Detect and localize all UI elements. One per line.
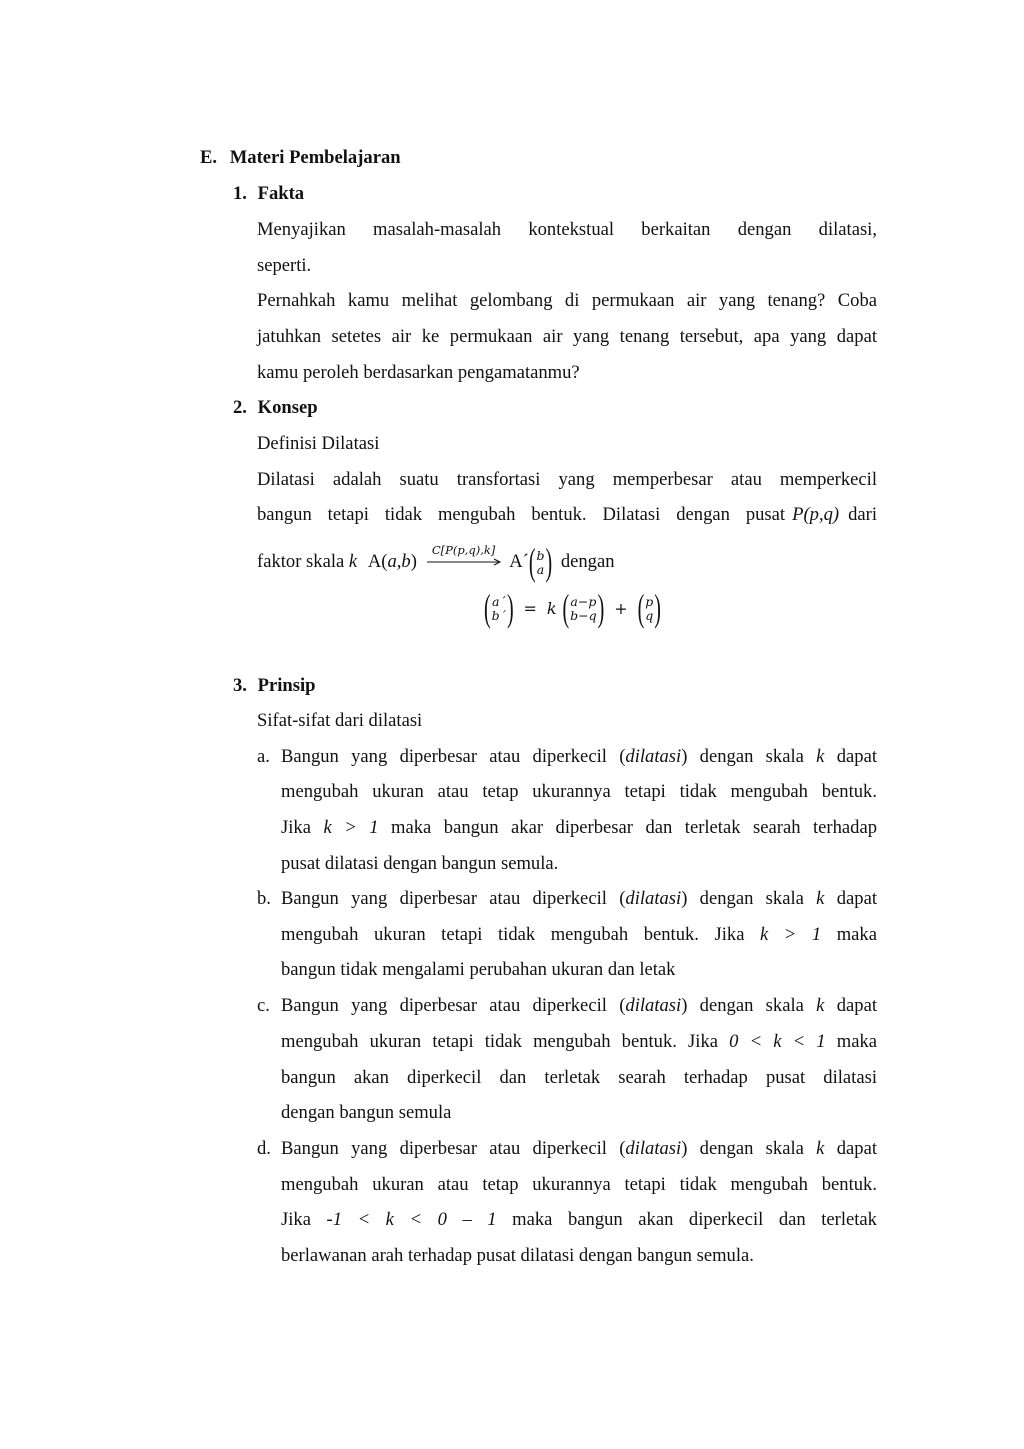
subsection-konsep-heading (233, 390, 318, 426)
point-a: A(a,b) (367, 551, 417, 572)
list-item-line: dengan bangun semula (281, 1102, 452, 1123)
list-item-label: a. (257, 746, 270, 767)
section-title: Materi Pembelajaran (229, 147, 401, 168)
fakta-text-line: seperti. (257, 255, 312, 276)
transformation-line: faktor skala k A(a,b) C[P(p,q),k] A´ ( b a ) dengan (257, 541, 615, 584)
list-item-line: mengubah ukuran tetapi tidak mengubah bentuk. Jika k > 1 maka (281, 924, 877, 945)
equation-rhs-vector: ( p q ) (637, 588, 661, 630)
point-image: A´ (509, 551, 529, 572)
arrow-label: C[P(p,q),k] (431, 542, 496, 557)
section-letter: E. (200, 147, 218, 168)
fakta-text-line: Menyajikan masalah-masalah kontekstual berkaitan dengan dilatasi, (257, 219, 877, 240)
list-item-line: pusat dilatasi dengan bangun semula. (281, 853, 559, 874)
right-arrow-icon (426, 557, 502, 567)
konsep-subtitle: Definisi Dilatasi (257, 433, 380, 454)
list-item-label: c. (257, 995, 270, 1016)
konsep-text-line: Dilatasi adalah suatu transfortasi yang memperbesar atau memperkecil (257, 469, 877, 490)
fakta-text-line: kamu peroleh berdasarkan pengamatanmu? (257, 362, 580, 383)
list-item-line: Jika -1 < k < 0 – 1 maka bangun akan diperkecil dan terletak (281, 1209, 877, 1230)
fakta-text-line: jatuhkan setetes air ke permukaan air yang tenang tersebut, apa yang dapat (257, 326, 877, 347)
fakta-text-line: Pernahkah kamu melihat gelombang di permukaan air yang tenang? Coba (257, 290, 877, 311)
subsection-title: Konsep (257, 397, 318, 418)
list-item-line: Jika k > 1 maka bangun akar diperbesar dan terletak searah terhadap (281, 817, 877, 838)
list-item-line: Bangun yang diperbesar atau diperkecil (dilatasi) dengan skala k dapat (281, 746, 877, 767)
list-item-line: Bangun yang diperbesar atau diperkecil (dilatasi) dengan skala k dapat (281, 888, 877, 909)
konsep-text-line: bangun tetapi tidak mengubah bentuk. Dilatasi dengan pusat P(p,q) dari (257, 504, 877, 525)
subsection-number: 1. (233, 183, 247, 204)
list-item-label: b. (257, 888, 271, 909)
image-vector: ( b a ) (528, 541, 553, 584)
list-item-line: mengubah ukuran atau tetap ukurannya tetapi tidak mengubah bentuk. (281, 1174, 877, 1195)
list-item-line: mengubah ukuran tetapi tidak mengubah bentuk. Jika 0 < k < 1 maka (281, 1031, 877, 1052)
dilation-equation: ( a´ b´ ) = k ( a−p b−q ) + ( p q ) (484, 588, 661, 630)
list-item-label: d. (257, 1138, 271, 1159)
subsection-number: 3. (233, 675, 247, 696)
subsection-fakta-heading (233, 176, 304, 212)
list-item-line: bangun tidak mengalami perubahan ukuran dan letak (281, 959, 676, 980)
list-item-line: bangun akan diperkecil dan terletak searah terhadap pusat dilatasi (281, 1067, 877, 1088)
list-item-line: berlawanan arah terhadap pusat dilatasi dengan bangun semula. (281, 1245, 754, 1266)
equation-mid-vector: ( a−p b−q ) (562, 588, 605, 630)
dilation-arrow (426, 543, 502, 567)
list-item-line: Bangun yang diperbesar atau diperkecil (dilatasi) dengan skala k dapat (281, 995, 877, 1016)
subsection-prinsip-heading (233, 668, 315, 704)
section-heading (200, 140, 401, 176)
subsection-title: Fakta (257, 183, 305, 204)
list-item-line: mengubah ukuran atau tetap ukurannya tetapi tidak mengubah bentuk. (281, 781, 877, 802)
prinsip-subtitle: Sifat-sifat dari dilatasi (257, 710, 423, 731)
subsection-title: Prinsip (257, 675, 316, 696)
center-point: P(p,q) (792, 504, 840, 525)
equation-lhs-vector: ( a´ b´ ) (484, 588, 514, 630)
list-item-line: Bangun yang diperbesar atau diperkecil (dilatasi) dengan skala k dapat (281, 1138, 877, 1159)
scale-factor: k (348, 551, 358, 572)
subsection-number: 2. (233, 397, 247, 418)
